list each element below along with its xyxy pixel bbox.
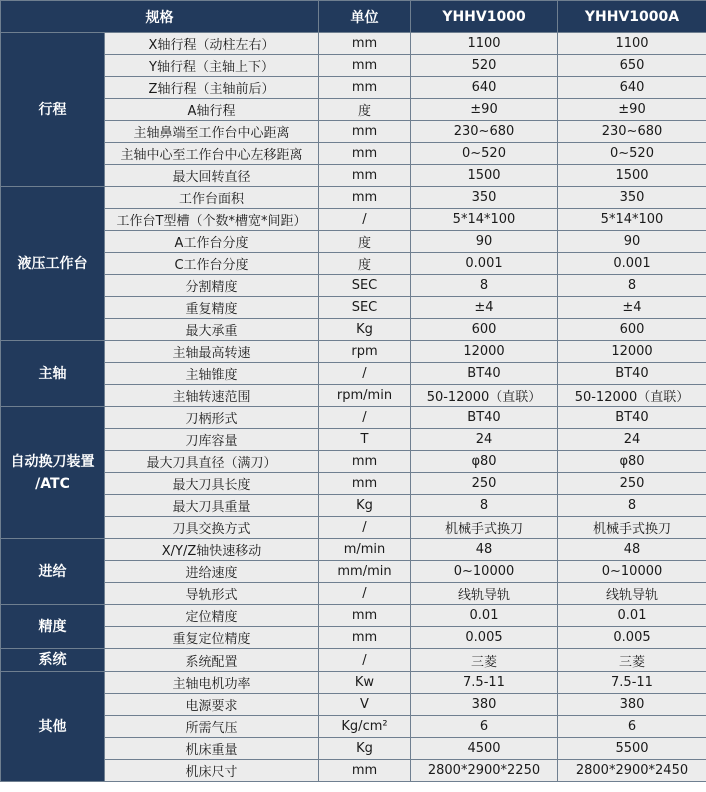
unit-cell: m/min [319,539,411,561]
unit-cell: rpm/min [319,385,411,407]
spec-item-cell: 主轴电机功率 [105,672,319,694]
table-row [1,561,706,583]
category-label: 进给 [38,563,67,580]
model-2-value-cell: 机械手式换刀 [558,517,706,539]
model-2-value-cell: 24 [558,429,706,451]
header-model-1: YHHV1000 [411,1,558,33]
model-2-value-cell: 三菱 [558,649,706,672]
model-1-value-cell: 520 [411,55,558,77]
model-2-value-cell: 640 [558,77,706,99]
unit-cell: / [319,649,411,672]
table-row [1,33,706,55]
category-cell [1,187,105,341]
table-row [1,55,706,77]
model-1-value-cell: 8 [411,275,558,297]
spec-item-cell: 分割精度 [105,275,319,297]
unit-cell: mm [319,121,411,143]
unit-cell: SEC [319,275,411,297]
model-1-value-cell: 0~520 [411,143,558,165]
model-2-value-cell: 90 [558,231,706,253]
model-1-value-cell: BT40 [411,363,558,385]
model-2-value-cell: 380 [558,694,706,716]
spec-item-cell: 主轴转速范围 [105,385,319,407]
model-1-value-cell: 12000 [411,341,558,363]
model-1-value-cell: 1100 [411,33,558,55]
spec-item-cell: A轴行程 [105,99,319,121]
table-row [1,341,706,363]
category-label: 液压工作台 [17,255,88,272]
category-label: 自动换刀装置 /ATC [10,453,95,492]
spec-item-cell: 系统配置 [105,649,319,672]
model-2-value-cell: 250 [558,473,706,495]
model-2-value-cell: 12000 [558,341,706,363]
spec-item-cell: 导轨形式 [105,583,319,605]
category-cell [1,649,105,672]
model-1-value-cell: 0.005 [411,627,558,649]
spec-item-cell: A工作台分度 [105,231,319,253]
model-1-value-cell: 8 [411,495,558,517]
model-2-value-cell: 8 [558,495,706,517]
unit-cell: T [319,429,411,451]
unit-cell: / [319,363,411,385]
table-row [1,275,706,297]
table-row [1,583,706,605]
table-row [1,605,706,627]
spec-item-cell: 所需气压 [105,716,319,738]
spec-item-cell: 机床重量 [105,738,319,760]
model-2-value-cell: 0~10000 [558,561,706,583]
unit-cell: Kg [319,319,411,341]
spec-item-cell: 刀具交换方式 [105,517,319,539]
spec-item-cell: 最大回转直径 [105,165,319,187]
table-row [1,363,706,385]
model-2-value-cell: 1100 [558,33,706,55]
model-2-value-cell: 7.5-11 [558,672,706,694]
spec-item-cell: 机床尺寸 [105,760,319,782]
unit-cell: 度 [319,231,411,253]
unit-cell: Kg/cm² [319,716,411,738]
spec-item-cell: 主轴鼻端至工作台中心距离 [105,121,319,143]
unit-cell: mm [319,143,411,165]
table-row [1,539,706,561]
unit-cell: mm [319,33,411,55]
model-1-value-cell: 0~10000 [411,561,558,583]
model-1-value-cell: 0.01 [411,605,558,627]
spec-item-cell: X轴行程（动柱左右） [105,33,319,55]
category-label: 主轴 [38,365,67,382]
model-1-value-cell: 230~680 [411,121,558,143]
model-1-value-cell: 4500 [411,738,558,760]
spec-item-cell: X/Y/Z轴快速移动 [105,539,319,561]
spec-item-cell: C工作台分度 [105,253,319,275]
model-2-value-cell: BT40 [558,407,706,429]
model-1-value-cell: 48 [411,539,558,561]
category-cell [1,539,105,605]
spec-item-cell: 主轴锥度 [105,363,319,385]
unit-cell: Kw [319,672,411,694]
table-row [1,77,706,99]
spec-item-cell: 最大承重 [105,319,319,341]
spec-table-body [1,33,706,782]
model-2-value-cell: 350 [558,187,706,209]
model-1-value-cell: 50-12000（直联） [411,385,558,407]
model-2-value-cell: 5*14*100 [558,209,706,231]
model-1-value-cell: 5*14*100 [411,209,558,231]
spec-item-cell: Y轴行程（主轴上下） [105,55,319,77]
model-1-value-cell: 2800*2900*2250 [411,760,558,782]
table-row [1,517,706,539]
header-unit: 单位 [319,1,411,33]
unit-cell: V [319,694,411,716]
model-2-value-cell: 650 [558,55,706,77]
unit-cell: rpm [319,341,411,363]
table-row [1,99,706,121]
unit-cell: mm [319,55,411,77]
model-2-value-cell: 线轨导轨 [558,583,706,605]
unit-cell: / [319,407,411,429]
unit-cell: Kg [319,495,411,517]
category-cell [1,672,105,782]
table-row [1,165,706,187]
model-2-value-cell: 2800*2900*2450 [558,760,706,782]
model-2-value-cell: 1500 [558,165,706,187]
unit-cell: 度 [319,99,411,121]
spec-item-cell: 工作台面积 [105,187,319,209]
table-row [1,694,706,716]
unit-cell: / [319,209,411,231]
category-cell [1,341,105,407]
table-row [1,297,706,319]
category-label: 行程 [38,101,67,118]
category-label: 其他 [38,718,67,735]
model-2-value-cell: ±4 [558,297,706,319]
table-row [1,231,706,253]
unit-cell: mm [319,473,411,495]
table-row [1,121,706,143]
unit-cell: / [319,517,411,539]
table-row [1,319,706,341]
model-1-value-cell: 6 [411,716,558,738]
spec-item-cell: 最大刀具长度 [105,473,319,495]
table-row [1,738,706,760]
unit-cell: mm [319,627,411,649]
unit-cell: mm [319,187,411,209]
table-row [1,649,706,672]
category-cell [1,605,105,649]
spec-item-cell: 最大刀具重量 [105,495,319,517]
spec-item-cell: 主轴最高转速 [105,341,319,363]
model-2-value-cell: 48 [558,539,706,561]
model-1-value-cell: 机械手式换刀 [411,517,558,539]
table-row [1,143,706,165]
model-2-value-cell: 50-12000（直联） [558,385,706,407]
model-2-value-cell: 0.001 [558,253,706,275]
spec-item-cell: 最大刀具直径（满刀） [105,451,319,473]
model-1-value-cell: 380 [411,694,558,716]
model-1-value-cell: 7.5-11 [411,672,558,694]
table-row [1,627,706,649]
model-1-value-cell: φ80 [411,451,558,473]
model-2-value-cell: 0.01 [558,605,706,627]
spec-item-cell: Z轴行程（主轴前后） [105,77,319,99]
model-1-value-cell: 三菱 [411,649,558,672]
spec-item-cell: 主轴中心至工作台中心左移距离 [105,143,319,165]
model-2-value-cell: 8 [558,275,706,297]
spec-item-cell: 重复精度 [105,297,319,319]
model-2-value-cell: 0~520 [558,143,706,165]
model-1-value-cell: 24 [411,429,558,451]
spec-item-cell: 定位精度 [105,605,319,627]
model-1-value-cell: 640 [411,77,558,99]
category-cell [1,33,105,187]
table-row [1,429,706,451]
model-1-value-cell: ±4 [411,297,558,319]
spec-item-cell: 刀柄形式 [105,407,319,429]
unit-cell: Kg [319,738,411,760]
model-1-value-cell: 线轨导轨 [411,583,558,605]
table-row [1,209,706,231]
model-2-value-cell: ±90 [558,99,706,121]
spec-item-cell: 重复定位精度 [105,627,319,649]
unit-cell: mm [319,605,411,627]
spec-item-cell: 进给速度 [105,561,319,583]
table-row [1,385,706,407]
model-1-value-cell: 0.001 [411,253,558,275]
table-row [1,253,706,275]
model-2-value-cell: 5500 [558,738,706,760]
model-1-value-cell: 350 [411,187,558,209]
unit-cell: mm/min [319,561,411,583]
category-cell [1,407,105,539]
model-2-value-cell: 600 [558,319,706,341]
model-2-value-cell: BT40 [558,363,706,385]
model-2-value-cell: 0.005 [558,627,706,649]
unit-cell: mm [319,77,411,99]
category-label: 精度 [38,618,67,635]
unit-cell: SEC [319,297,411,319]
table-row [1,187,706,209]
model-2-value-cell: 230~680 [558,121,706,143]
model-1-value-cell: 1500 [411,165,558,187]
unit-cell: / [319,583,411,605]
model-2-value-cell: 6 [558,716,706,738]
model-1-value-cell: 600 [411,319,558,341]
model-2-value-cell: φ80 [558,451,706,473]
model-1-value-cell: 90 [411,231,558,253]
table-row [1,473,706,495]
table-row [1,495,706,517]
model-1-value-cell: BT40 [411,407,558,429]
spec-item-cell: 刀库容量 [105,429,319,451]
category-label: 系统 [38,652,67,668]
unit-cell: mm [319,760,411,782]
unit-cell: 度 [319,253,411,275]
unit-cell: mm [319,451,411,473]
model-1-value-cell: ±90 [411,99,558,121]
table-row [1,672,706,694]
header-row [1,1,706,33]
model-1-value-cell: 250 [411,473,558,495]
table-row [1,716,706,738]
unit-cell: mm [319,165,411,187]
table-row [1,407,706,429]
table-row [1,451,706,473]
spec-item-cell: 工作台T型槽（个数*槽宽*间距） [105,209,319,231]
spec-item-cell: 电源要求 [105,694,319,716]
header-spec: 规格 [1,1,319,33]
header-model-2: YHHV1000A [558,1,706,33]
table-row [1,760,706,782]
